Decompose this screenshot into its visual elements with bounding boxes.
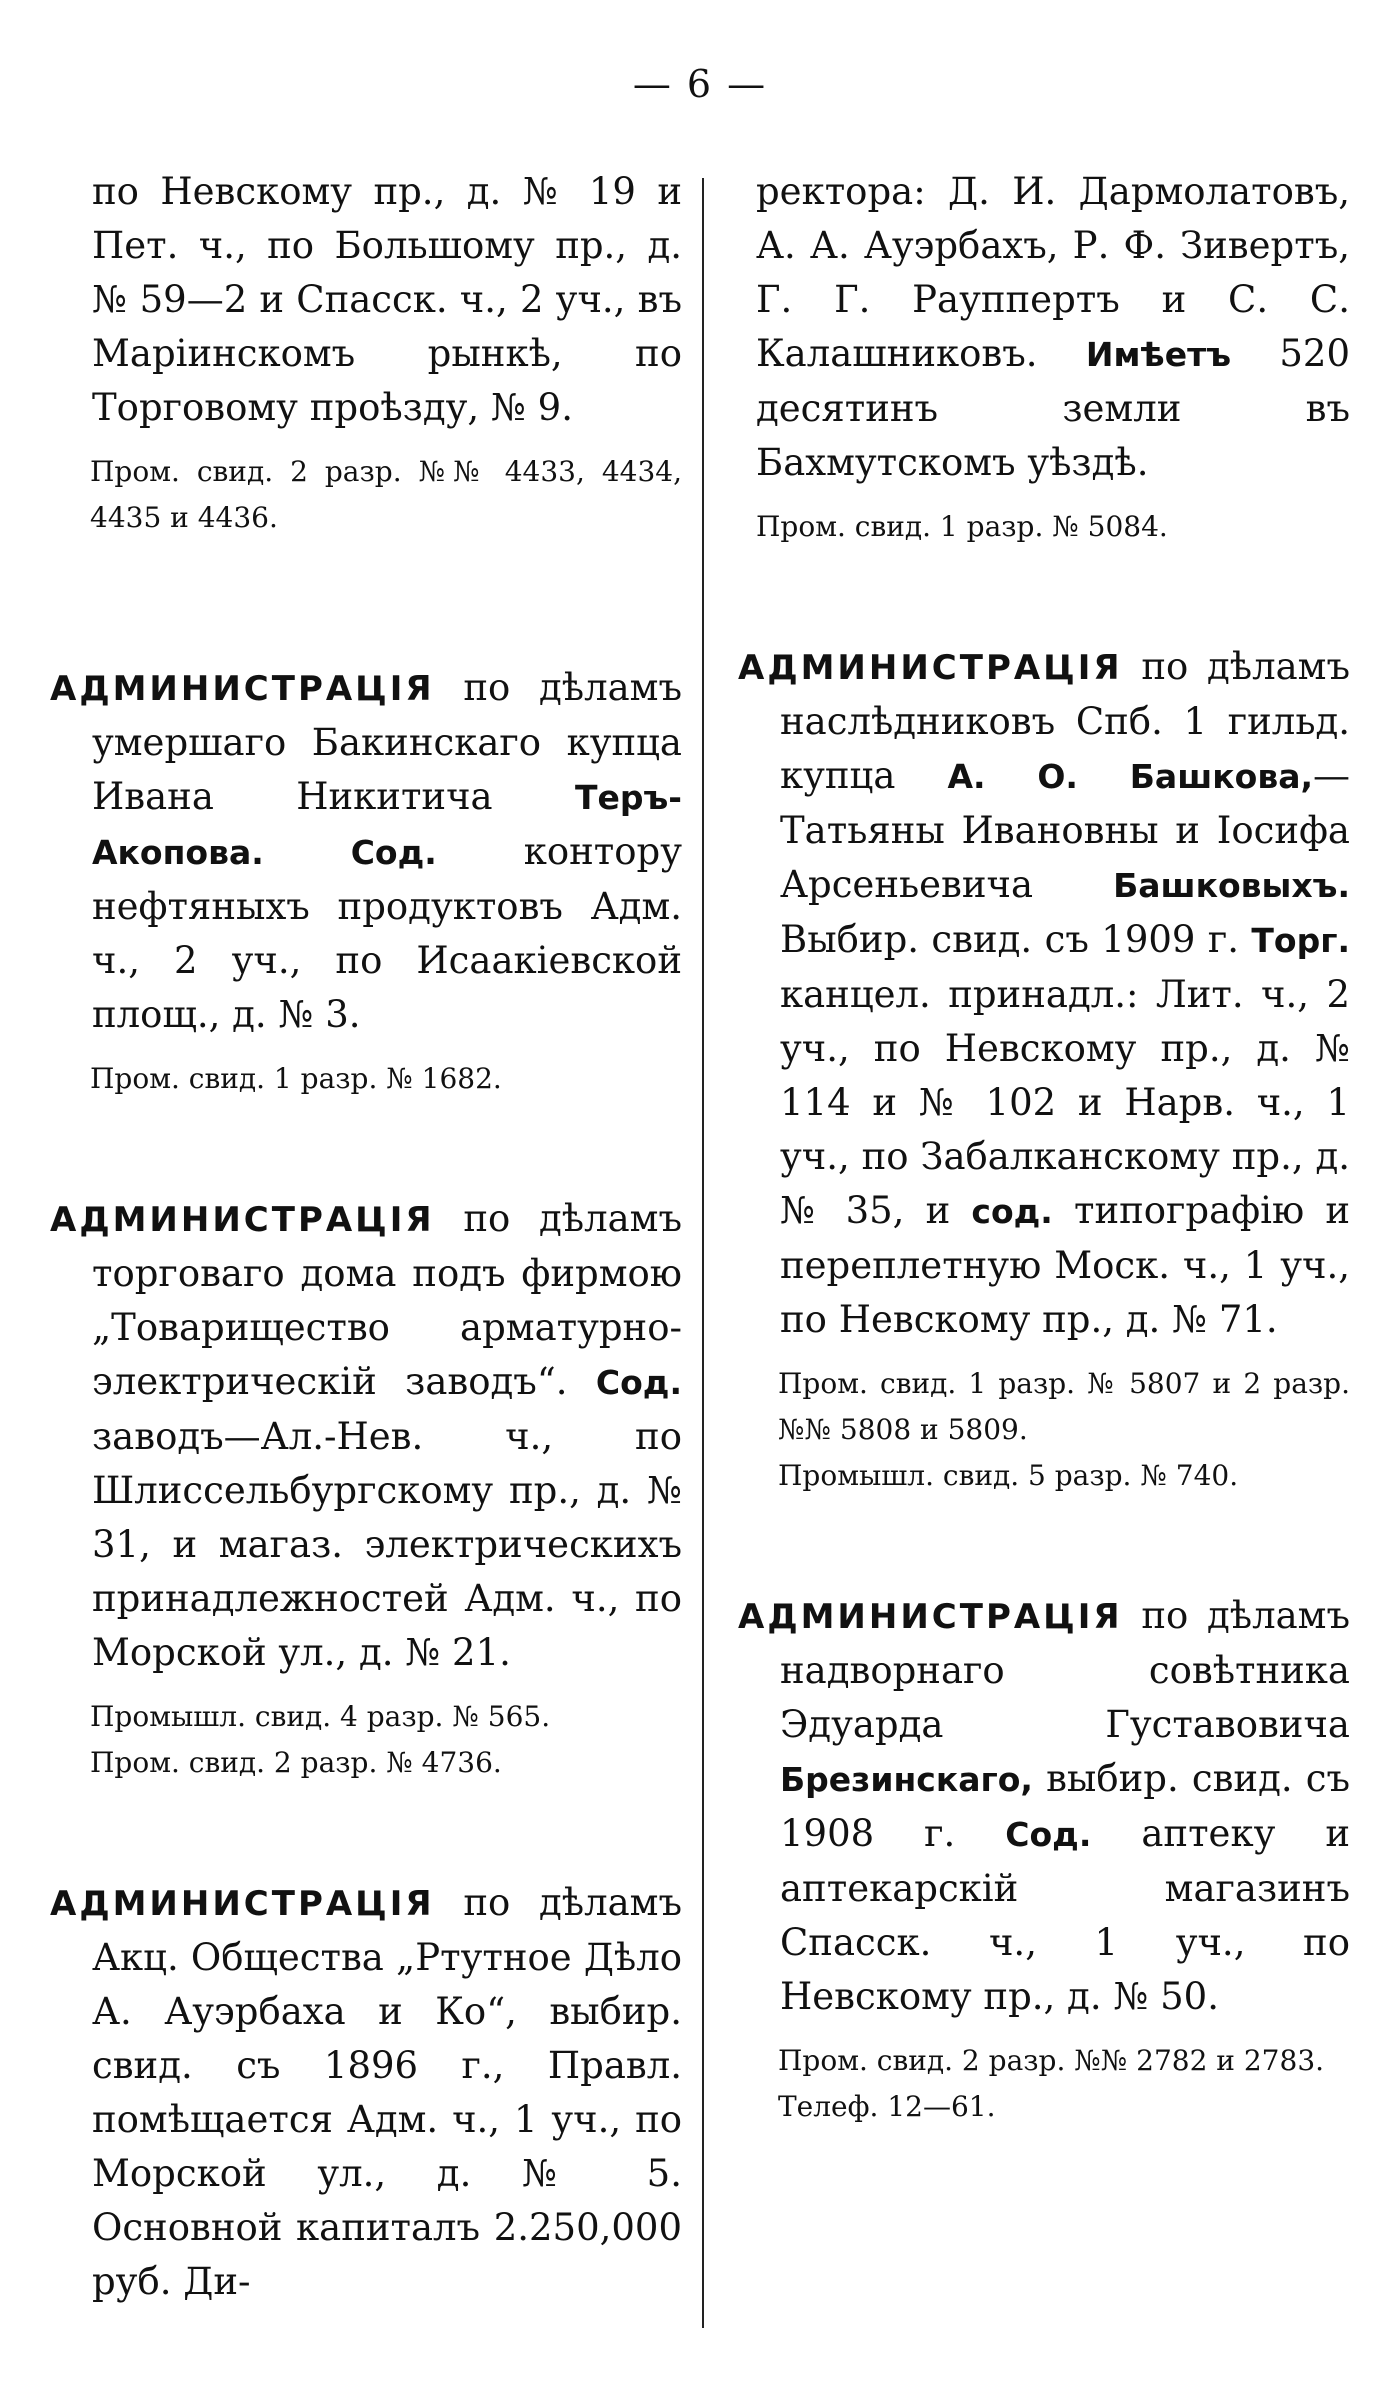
entry-text: [738, 165, 1350, 490]
entry-text: [50, 1192, 682, 1680]
label-bold: Имѣетъ: [1085, 335, 1232, 374]
entry-heading: АДМИНИСТРАЦІЯ: [50, 669, 435, 709]
text-run: по дѣламъ торговаго дома подъ фирмою „Товарищество арматурно-электрическій заводъ“.: [92, 1197, 682, 1403]
license-note: Промышл. свид. 4 разр. № 565.: [90, 1700, 551, 1733]
label-bold: Торг.: [1251, 921, 1350, 960]
name-bold: Башковыхъ.: [1113, 866, 1350, 905]
license-note: Пром. свид. 2 разр. № 4736.: [90, 1746, 502, 1779]
license-note: Пром. свид. 2 разр. №№ 2782 и 2783.: [778, 2044, 1325, 2077]
text-run: —Татьяны Ивановны и Іосифа Арсеньевича: [780, 754, 1351, 906]
license-note: Пром. свид. 1 разр. № 1682.: [90, 1062, 502, 1095]
text-run: ректора: Д. И. Дармолатовъ, А. А. Ауэрбахъ, Р. Ф. Зивертъ, Г. Г. Рауппертъ и С. С. Калашниковъ.: [756, 170, 1350, 375]
text-run: по дѣламъ Акц. Общества „Ртутное Дѣло А. Ауэрбаха и Ко“, выбир. свид. съ 1896 г., Правл. помѣщается Адм. ч., 1 уч., по Морской ул., д. № 5. Основной капиталъ 2.250,000 руб. Ди-: [92, 1881, 682, 2303]
phone-note: Телеф. 12—61.: [778, 2090, 996, 2123]
text-run: [264, 830, 351, 873]
text-run: контору нефтяныхъ продуктовъ Адм. ч., 2 уч., по Исаакіевской площ., д. № 3.: [92, 830, 682, 1036]
name-bold: А. О. Башкова,: [947, 757, 1314, 796]
entry-brezinsky: [738, 1589, 1350, 2130]
label-bold: Сод.: [350, 833, 437, 872]
text-run: Выбир. свид. съ 1909 г.: [780, 918, 1252, 961]
entry-auerbach: [50, 1876, 682, 2309]
text-run: заводъ—Ал.-Нев. ч., по Шлиссельбургскому пр., д. № 31, и магаз. электрическихъ принадлежностей Адм. ч., по Морской ул., д. № 21.: [92, 1415, 682, 1674]
text-run: по дѣламъ умершаго Бакинскаго купца Ивана Никитича: [92, 666, 682, 818]
entry-heading: АДМИНИСТРАЦІЯ: [50, 1200, 435, 1240]
text-run: по дѣламъ наслѣдниковъ Спб. 1 гильд. купца: [780, 645, 1350, 797]
license-note: Пром. свид. 1 разр. № 5807 и 2 разр. №№ 5808 и 5809.: [778, 1367, 1350, 1446]
entry-continued-right: [738, 165, 1350, 550]
entry-text: по Невскому пр., д. № 19 и Пет. ч., по Большому пр., д. № 59—2 и Спасск. ч., 2 уч., въ Маріинскомъ рынкѣ, по Торговому проѣзду, № 9.: [92, 170, 682, 429]
entry-text: [738, 1589, 1350, 2024]
text-run: по дѣламъ надворнаго совѣтника Эдуарда Густавовича: [780, 1594, 1350, 1746]
entry-text: [738, 640, 1350, 1347]
column-divider: [702, 178, 704, 2328]
name-bold: Теръ-Акопова.: [92, 778, 682, 872]
license-note: Промышл. свид. 5 разр. № 740.: [778, 1459, 1239, 1492]
text-run: 520 десятинъ земли въ Бахмутскомъ уѣздѣ.: [756, 332, 1350, 484]
license-note: Пром. свид. 1 разр. № 5084.: [756, 510, 1168, 543]
license-note: Пром. свид. 2 разр. №№ 4433, 4434, 4435 и 4436.: [90, 455, 682, 534]
text-run: аптеку и аптекарскій магазинъ Спасск. ч., 1 уч., по Невскому пр., д. № 50.: [780, 1812, 1350, 2018]
entry-terakopov: [50, 661, 682, 1102]
text-run: типографію и переплетную Моск. ч., 1 уч., по Невскому пр., д. № 71.: [780, 1189, 1350, 1341]
label-bold: Сод.: [1005, 1815, 1092, 1854]
text-run: канцел. принадл.: Лит. ч., 2 уч., по Невскому пр., д. № 114 и № 102 и Нарв. ч., 1 уч., по Забалканскому пр., д. № 35, и: [780, 973, 1350, 1232]
label-bold: сод.: [971, 1192, 1053, 1231]
label-bold: Сод.: [595, 1363, 682, 1402]
entry-heading: АДМИНИСТРАЦІЯ: [50, 1884, 435, 1924]
entry-text: [50, 661, 682, 1042]
page-number: — 6 —: [632, 62, 768, 106]
left-column: [50, 165, 682, 2309]
entry-text: [50, 1876, 682, 2309]
entry-heading: АДМИНИСТРАЦІЯ: [738, 1597, 1123, 1637]
entry-bashkov: [738, 640, 1350, 1499]
entry-heading: АДМИНИСТРАЦІЯ: [738, 648, 1123, 688]
entry-continued-left: [50, 165, 682, 541]
right-column: [738, 165, 1350, 2130]
entry-armature-factory: [50, 1192, 682, 1786]
text-run: выбир. свид. съ 1908 г.: [780, 1757, 1350, 1855]
name-bold: Брезинскаго,: [780, 1760, 1033, 1799]
